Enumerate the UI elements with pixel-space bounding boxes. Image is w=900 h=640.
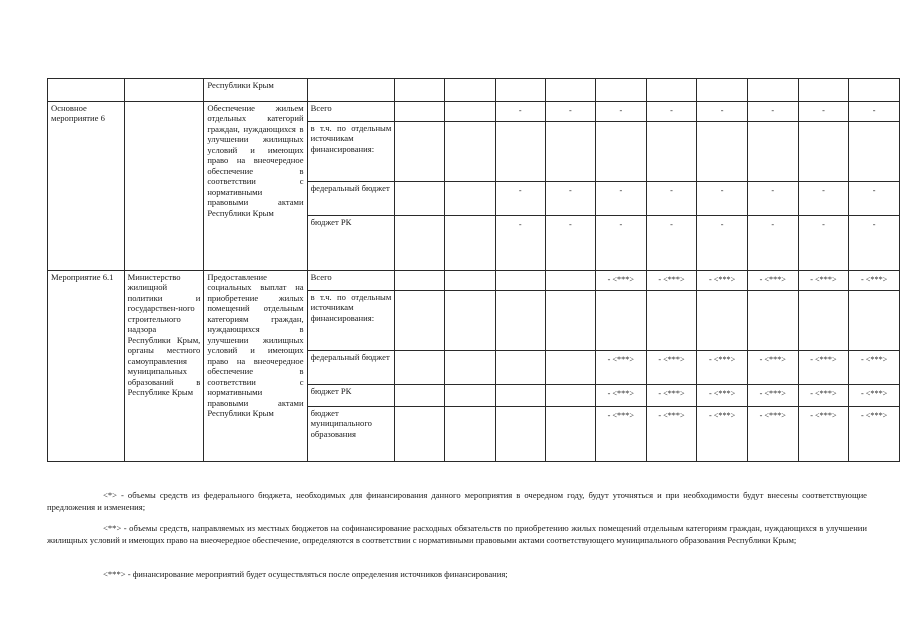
value-cell <box>495 385 545 407</box>
value-cell <box>445 122 495 182</box>
value-cell: - <box>595 216 646 271</box>
value-cell <box>545 407 595 462</box>
table-row <box>48 102 900 122</box>
value-cell: - <***> <box>697 385 748 407</box>
value-cell <box>495 291 545 351</box>
activity-name: Мероприятие 6.1 <box>48 271 125 462</box>
table-cell <box>495 79 545 102</box>
table-cell <box>545 79 595 102</box>
table-cell <box>849 79 900 102</box>
value-cell <box>495 271 545 291</box>
value-cell <box>395 385 445 407</box>
value-cell: - <box>495 102 545 122</box>
funding-source: бюджет РК <box>307 216 395 271</box>
value-cell <box>445 271 495 291</box>
value-cell: - <box>798 182 849 216</box>
value-cell <box>697 291 748 351</box>
value-cell <box>395 271 445 291</box>
value-cell <box>395 351 445 385</box>
value-cell: - <***> <box>595 351 646 385</box>
value-cell: - <box>495 216 545 271</box>
value-cell <box>849 122 900 182</box>
value-cell: - <***> <box>798 351 849 385</box>
funding-source: федеральный бюджет <box>307 182 395 216</box>
table-cell <box>747 79 798 102</box>
value-cell: - <***> <box>849 407 900 462</box>
value-cell: - <***> <box>646 407 697 462</box>
value-cell: - <box>747 102 798 122</box>
value-cell <box>595 291 646 351</box>
value-cell <box>646 291 697 351</box>
value-cell: - <***> <box>595 271 646 291</box>
value-cell: - <box>495 182 545 216</box>
value-cell: - <***> <box>849 271 900 291</box>
table-cell <box>395 79 445 102</box>
table-cell <box>124 79 204 102</box>
footnote-1: <*> - объемы средств из федерального бюджета, необходимых для финансирования данного мероприятия в очередном году, будут уточняться и при необходимости будут внесены соответствующие предложения и изменения; <box>47 490 867 512</box>
value-cell: - <box>646 182 697 216</box>
value-cell <box>495 351 545 385</box>
value-cell <box>646 122 697 182</box>
value-cell <box>445 216 495 271</box>
value-cell <box>798 291 849 351</box>
value-cell: - <***> <box>798 271 849 291</box>
value-cell: - <box>595 182 646 216</box>
value-cell <box>445 102 495 122</box>
value-cell <box>445 182 495 216</box>
funding-source: Всего <box>307 271 395 291</box>
funding-source: бюджет муниципального образования <box>307 407 395 462</box>
value-cell <box>495 407 545 462</box>
value-cell <box>495 122 545 182</box>
value-cell <box>395 102 445 122</box>
value-cell <box>747 122 798 182</box>
value-cell <box>445 351 495 385</box>
funding-source: в т.ч. по отдельным источникам финансирования: <box>307 291 395 351</box>
table-cell <box>48 79 125 102</box>
value-cell: - <box>545 182 595 216</box>
activity-description-continued: Республики Крым <box>204 79 307 102</box>
value-cell <box>395 291 445 351</box>
funding-source: федеральный бюджет <box>307 351 395 385</box>
value-cell <box>545 122 595 182</box>
value-cell: - <box>849 102 900 122</box>
value-cell: - <***> <box>697 271 748 291</box>
table-cell <box>646 79 697 102</box>
activity-description: Предоставление социальных выплат на приобретение жилых помещений отдельным категориям граждан, нуждающихся в улучшении жилищных условий и имеющих право на внеочередное обеспечение в соответствии с нормативными правовыми актами Республики Крым <box>204 271 307 462</box>
value-cell: - <***> <box>747 385 798 407</box>
value-cell: - <***> <box>849 351 900 385</box>
value-cell <box>545 385 595 407</box>
value-cell <box>747 291 798 351</box>
value-cell: - <***> <box>798 407 849 462</box>
value-cell: - <box>747 182 798 216</box>
value-cell: - <***> <box>798 385 849 407</box>
value-cell: - <***> <box>697 407 748 462</box>
value-cell <box>545 271 595 291</box>
table-cell <box>798 79 849 102</box>
value-cell: - <box>798 216 849 271</box>
value-cell <box>798 122 849 182</box>
funding-source: бюджет РК <box>307 385 395 407</box>
value-cell: - <***> <box>747 351 798 385</box>
funding-source: Всего <box>307 102 395 122</box>
value-cell: - <box>697 102 748 122</box>
value-cell <box>595 122 646 182</box>
table-cell <box>307 79 395 102</box>
budget-table <box>47 78 900 462</box>
value-cell <box>697 122 748 182</box>
funding-source: в т.ч. по отдельным источникам финансирования: <box>307 122 395 182</box>
value-cell: - <***> <box>697 351 748 385</box>
footnote-3: <***> - финансирование мероприятий будет осуществляться после определения источников финансирования; <box>103 569 508 579</box>
value-cell <box>395 216 445 271</box>
footnote-2: <**> - объемы средств, направляемых из местных бюджетов на софинансирование расходных обязательств по приобретению жилых помещений отдельным категориям граждан, нуждающихся в улучшении жилищных условий и имеющих право на внеочередное обеспечение, определяются в соответствии с нормативными правовыми актами соответствующего муниципального образования Республики Крым; <box>47 523 867 545</box>
value-cell: - <***> <box>646 385 697 407</box>
value-cell <box>445 407 495 462</box>
table-row <box>48 271 900 291</box>
value-cell: - <box>747 216 798 271</box>
value-cell: - <***> <box>595 385 646 407</box>
value-cell <box>545 351 595 385</box>
value-cell <box>395 122 445 182</box>
value-cell: - <***> <box>747 271 798 291</box>
value-cell <box>395 407 445 462</box>
activity-executor <box>124 102 204 271</box>
value-cell: - <box>545 216 595 271</box>
value-cell: - <***> <box>646 271 697 291</box>
activity-name: Основное мероприятие 6 <box>48 102 125 271</box>
value-cell: - <box>646 102 697 122</box>
value-cell: - <***> <box>747 407 798 462</box>
budget-table-body <box>48 79 900 462</box>
value-cell: - <***> <box>849 385 900 407</box>
value-cell: - <box>798 102 849 122</box>
table-row <box>48 79 900 102</box>
value-cell <box>395 182 445 216</box>
value-cell: - <box>849 182 900 216</box>
value-cell: - <box>697 216 748 271</box>
value-cell <box>445 385 495 407</box>
value-cell: - <box>697 182 748 216</box>
value-cell: - <box>849 216 900 271</box>
value-cell: - <box>595 102 646 122</box>
activity-description: Обеспечение жильем отдельных категорий граждан, нуждающихся в улучшении жилищных условий и имеющих право на внеочередное обеспечение в соответствии с нормативными правовыми актами Республики Крым <box>204 102 307 271</box>
value-cell <box>849 291 900 351</box>
value-cell: - <***> <box>646 351 697 385</box>
activity-executor: Министерство жилищной политики и государствен-ного строительного надзора Республики Крым, органы местного самоуправления муниципальных образований в Республике Крым <box>124 271 204 462</box>
table-cell <box>445 79 495 102</box>
value-cell <box>545 291 595 351</box>
value-cell: - <***> <box>595 407 646 462</box>
value-cell: - <box>646 216 697 271</box>
value-cell: - <box>545 102 595 122</box>
value-cell <box>445 291 495 351</box>
table-cell <box>595 79 646 102</box>
table-cell <box>697 79 748 102</box>
